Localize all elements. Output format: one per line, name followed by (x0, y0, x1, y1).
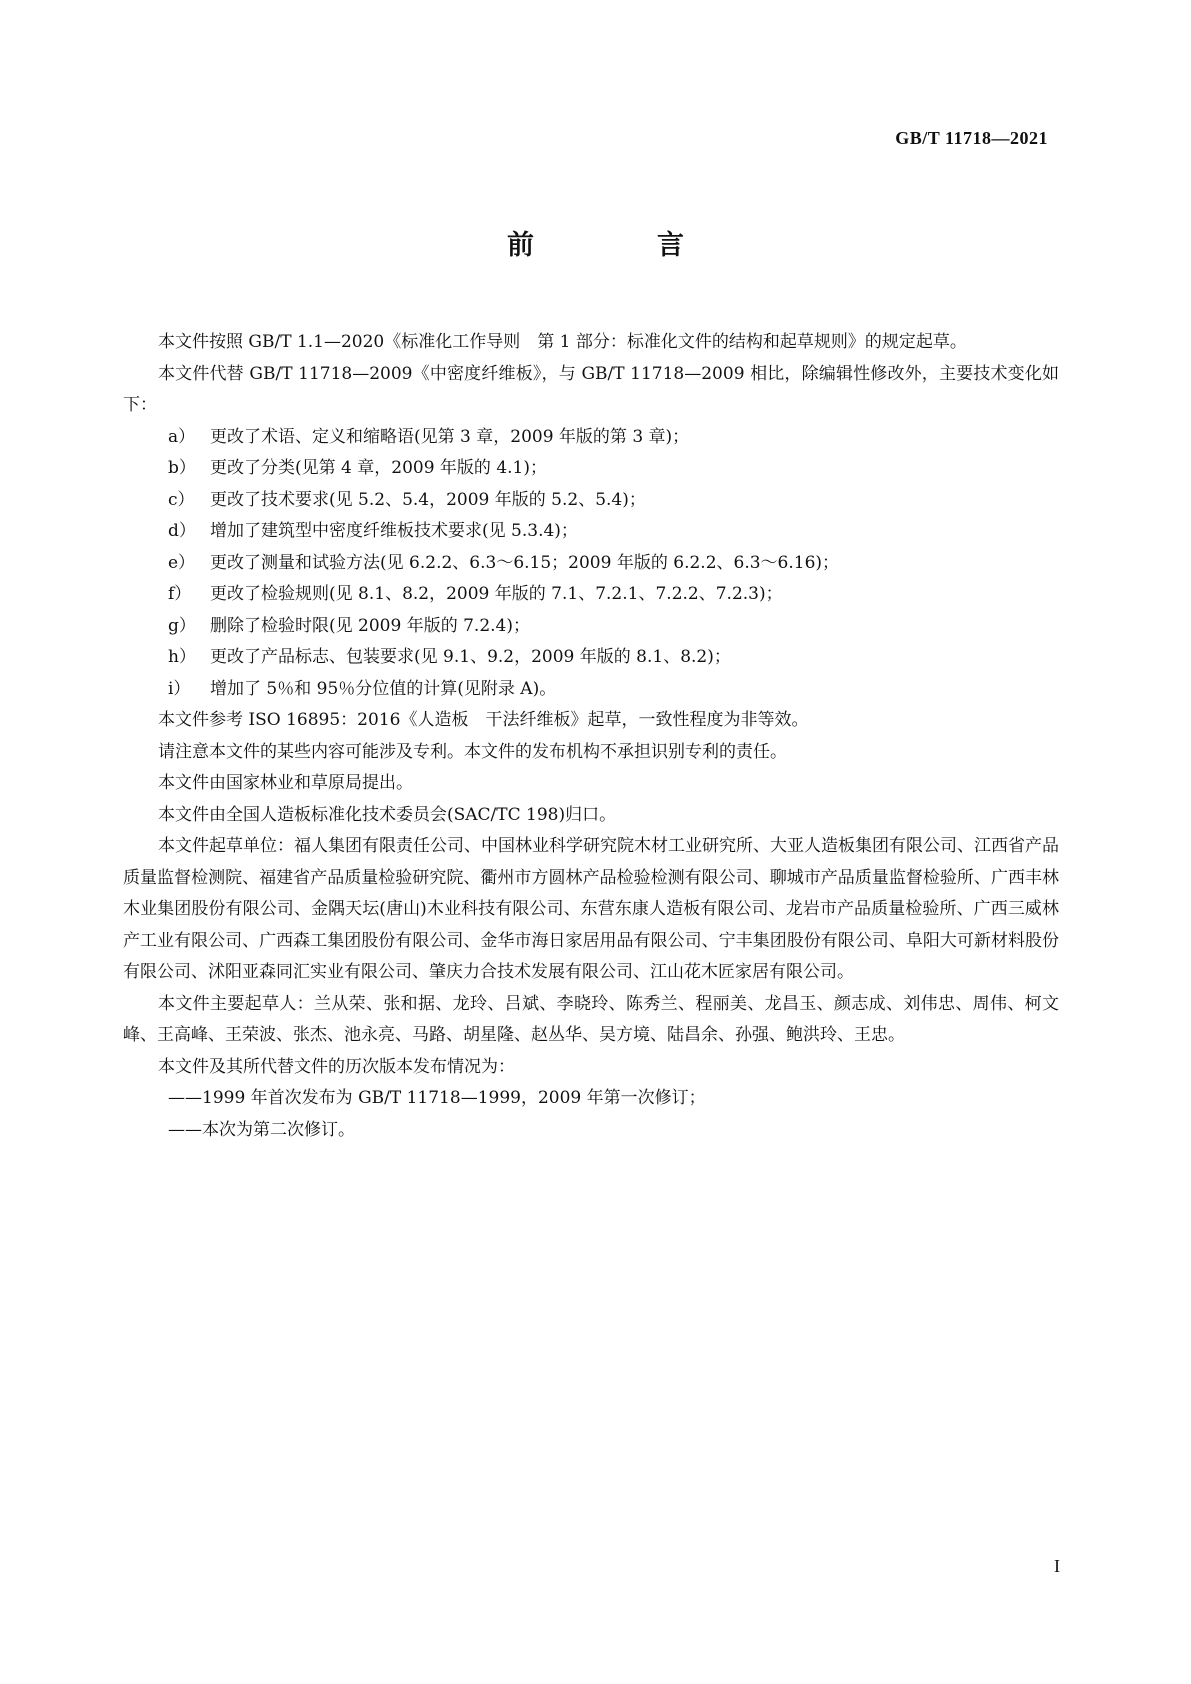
change-item-text: 更改了检验规则(见 8.1、8.2，2009 年版的 7.1、7.2.1、7.2.2、7.2.3)； (210, 584, 783, 604)
paragraph-proposed-by: 本文件由国家林业和草原局提出。 (158, 773, 413, 793)
change-item-text: 增加了建筑型中密度纤维板技术要求(见 5.3.4)； (210, 521, 578, 541)
change-item (123, 642, 1059, 674)
change-item (123, 548, 1059, 580)
change-item (123, 674, 1059, 706)
change-item (123, 611, 1059, 643)
change-item-label: f） (168, 584, 192, 604)
change-item-text: 删除了检验时限(见 2009 年版的 7.2.4)； (210, 615, 530, 636)
change-item-label: e） (168, 552, 196, 573)
history-item: ——本次为第二次修订。 (168, 1119, 355, 1140)
standard-code: GB/T 11718—2021 (895, 128, 1048, 148)
paragraph-drafting-units: 本文件起草单位：福人集团有限责任公司、中国林业科学研究院木材工业研究所、大亚人造板集团有限公司、江西省产品质量监督检测院、福建省产品质量检验研究院、衢州市方圆林产品检验检测有限公司、聊城市产品质量监督检验所、广西丰林木业集团股份有限公司、金隅天坛(唐山)木业科技有限公司、东营东康人造板有限公司、龙岩市产品质量检验所、广西三威林产工业有限公司、广西森工集团股份有限公司、金华市海日家居用品有限公司、宁丰集团股份有限公司、阜阳大可新材料股份有限公司、沭阳亚森同汇实业有限公司、肇庆力合技术发展有限公司、江山花木匠家居有限公司。 (123, 836, 1059, 982)
change-item-label: a） (168, 426, 196, 447)
page-title: 前 言 (507, 230, 732, 261)
change-item-text: 更改了术语、定义和缩略语(见第 3 章，2009 年版的第 3 章)； (210, 426, 690, 447)
change-item-label: c） (168, 489, 195, 510)
change-item (123, 516, 1059, 548)
paragraph-patent-notice: 请注意本文件的某些内容可能涉及专利。本文件的发布机构不承担识别专利的责任。 (158, 741, 787, 762)
paragraph-history-intro: 本文件及其所代替文件的历次版本发布情况为： (158, 1056, 515, 1077)
change-item-label: i） (168, 678, 191, 699)
change-item-label: g） (168, 615, 196, 636)
page-number: I (1054, 1556, 1060, 1576)
paragraph-iso-reference: 本文件参考 ISO 16895：2016《人造板 干法纤维板》起草，一致性程度为非等效。 (158, 710, 809, 730)
paragraph-administered-by: 本文件由全国人造板标准化技术委员会(SAC/TC 198)归口。 (158, 804, 617, 825)
change-item-text: 更改了分类(见第 4 章，2009 年版的 4.1)； (210, 458, 547, 478)
paragraph-replaces: 本文件代替 GB/T 11718—2009《中密度纤维板》，与 GB/T 11718—2009 相比，除编辑性修改外，主要技术变化如下： (123, 363, 1059, 415)
change-item (123, 485, 1059, 517)
change-item-text: 增加了 5％和 95％分位值的计算(见附录 A)。 (210, 678, 557, 699)
change-item-text: 更改了技术要求(见 5.2、5.4，2009 年版的 5.2、5.4)； (210, 489, 646, 510)
change-item (123, 453, 1059, 485)
change-item-label: h） (168, 647, 196, 667)
change-item-text: 更改了测量和试验方法(见 6.2.2、6.3～6.15；2009 年版的 6.2.2、6.3～6.16)； (210, 552, 840, 573)
paragraph-drafting-rules: 本文件按照 GB/T 1.1—2020《标准化工作导则 第 1 部分：标准化文件的结构和起草规则》的规定起草。 (158, 332, 967, 352)
history-item: ——1999 年首次发布为 GB/T 11718—1999，2009 年第一次修订； (168, 1088, 706, 1108)
change-item-label: d） (168, 521, 196, 541)
change-item-text: 更改了产品标志、包装要求(见 9.1、9.2，2009 年版的 8.1、8.2)； (210, 647, 731, 667)
change-item-label: b） (168, 458, 196, 478)
change-item (123, 579, 1059, 611)
document-body (123, 327, 1059, 1146)
change-item (123, 422, 1059, 454)
paragraph-drafters: 本文件主要起草人：兰从荣、张和据、龙玲、吕斌、李晓玲、陈秀兰、程丽美、龙昌玉、颜志成、刘伟忠、周伟、柯文峰、王高峰、王荣波、张杰、池永亮、马路、胡星隆、赵丛华、吴方境、陆昌余、孙强、鲍洪玲、王忠。 (123, 993, 1059, 1045)
